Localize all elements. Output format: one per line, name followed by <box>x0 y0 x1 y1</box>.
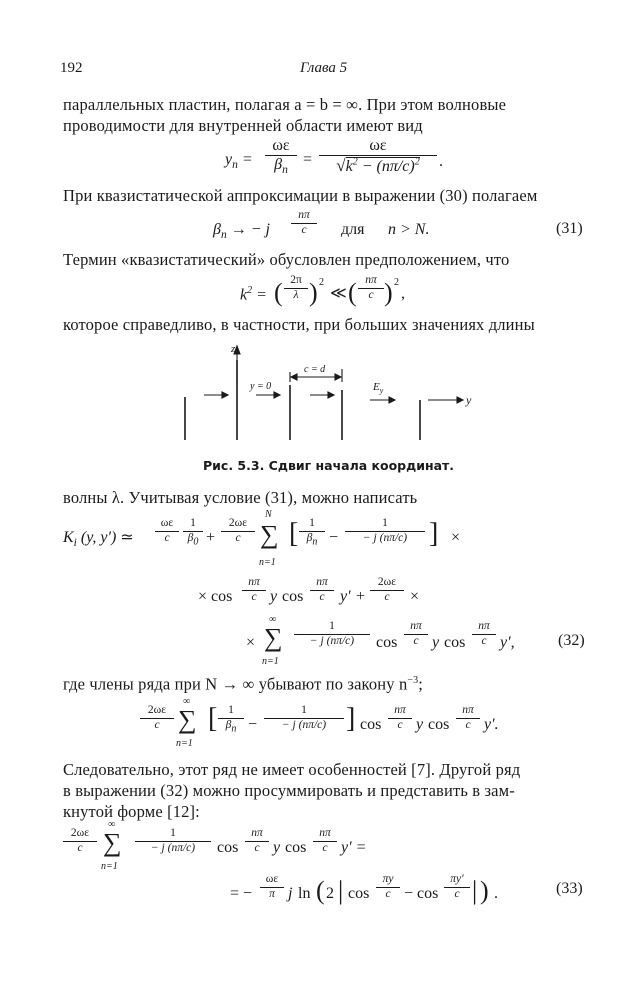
figure-diagram <box>170 340 480 450</box>
text-line: волны λ. Учитывая условие (31), можно написать <box>63 488 418 507</box>
running-head: Глава 5 <box>300 60 348 76</box>
text-line: в выражении (32) можно просуммировать и представить в зам- <box>63 781 515 800</box>
equation-yn: $y_n$ = $\frac{\omega\varepsilon}{\beta_n}$ = $\frac{\omega\varepsilon}{√k^2 - (n\pi/c)^2}$ . <box>225 137 443 177</box>
page-number: 192 <box>60 60 83 76</box>
text-line: параллельных пластин, полагая a = b = ∞. При этом волновые <box>63 95 507 114</box>
equation-number: (33) <box>556 880 583 897</box>
text-line: Термин «квазистатический» обусловлен предположением, что <box>63 250 510 269</box>
text-line: где члены ряда при N → ∞ убывают по закону $n^{-3}$; <box>63 674 424 694</box>
text-line: проводимости для внутренней области имеют вид <box>63 116 423 135</box>
equation-decay-series: $\frac{2\omega\varepsilon}{c}$ ∞ ∑ n=1 [ $\frac{1}{\beta_n}$ − $\frac{1}{- j (n\pi/c)}$ ] cos $\frac{n\pi}{c}$ y cos $\frac{n\pi}{c}$ y′. <box>140 697 510 753</box>
svg-text:Ey <box>372 381 384 395</box>
equation-33-line1: $\frac{2\omega\varepsilon}{c}$ ∞ ∑ n=1 $\frac{1}{- j (n\pi/c)}$ cos $\frac{n\pi}{c}$ y cos $\frac{n\pi}{c}$ y′ = <box>63 820 383 874</box>
text-line: которое справедливо, в частности, при больших значениях длины <box>63 315 535 334</box>
text-line: При квазистатической аппроксимации в выражении (30) полагаем <box>63 186 538 205</box>
label-y0: y = 0 <box>250 381 272 392</box>
equation-k2: $k^2$ = ( $\frac{2\pi}{\lambda}$ ) 2 ≪ ( $\frac{n\pi}{c}$ ) 2 , <box>240 274 405 307</box>
equation-number: (32) <box>558 632 585 649</box>
label-c-equals-d: c = d <box>304 364 326 375</box>
equation-32-line2: × cos $\frac{n\pi}{c}$ y cos $\frac{n\pi}{c}$ y′ + $\frac{2\omega\varepsilon}{c}$ × <box>198 576 420 605</box>
label-Ey: E <box>373 381 380 393</box>
text-line: кнутой форме [12]: <box>63 802 200 821</box>
equation-32-line3: × ∞ ∑ n=1 $\frac{1}{- j (n\pi/c)}$ cos $\frac{n\pi}{c}$ y cos $\frac{n\pi}{c}$ y′, <box>246 614 515 667</box>
equation-number: (31) <box>556 220 583 237</box>
equation-32-line1: $K_i$ (y, y′) ≃ $\frac{\omega\varepsilon}{c}$ $\frac{1}{\beta_0}$ + $\frac{2\omega\varepsilon}{c}$ N ∑ n=1 [ $\frac{1}{\beta_n}$ − $\frac{1}{- j (n\pi/c)}$ ] × <box>63 509 461 568</box>
axis-label-y: y <box>466 393 472 407</box>
axis-label-z: z <box>231 343 236 355</box>
figure-caption: Рис. 5.3. Сдвиг начала координат. <box>203 458 455 473</box>
equation-33-line2: = − $\frac{\omega\varepsilon}{\pi}$ j ln ( 2 | cos $\frac{\pi y}{c}$ − cos $\frac{\pi y'}{c}$ | ) . <box>230 873 498 905</box>
label-Ey-sub: y <box>379 386 384 395</box>
text-line: Следовательно, этот ряд не имеет особенностей [7]. Другой ряд <box>63 760 521 779</box>
equation-31: $\beta_n$ → − j $\frac{n\pi}{c}$ для n > N. <box>213 209 430 242</box>
